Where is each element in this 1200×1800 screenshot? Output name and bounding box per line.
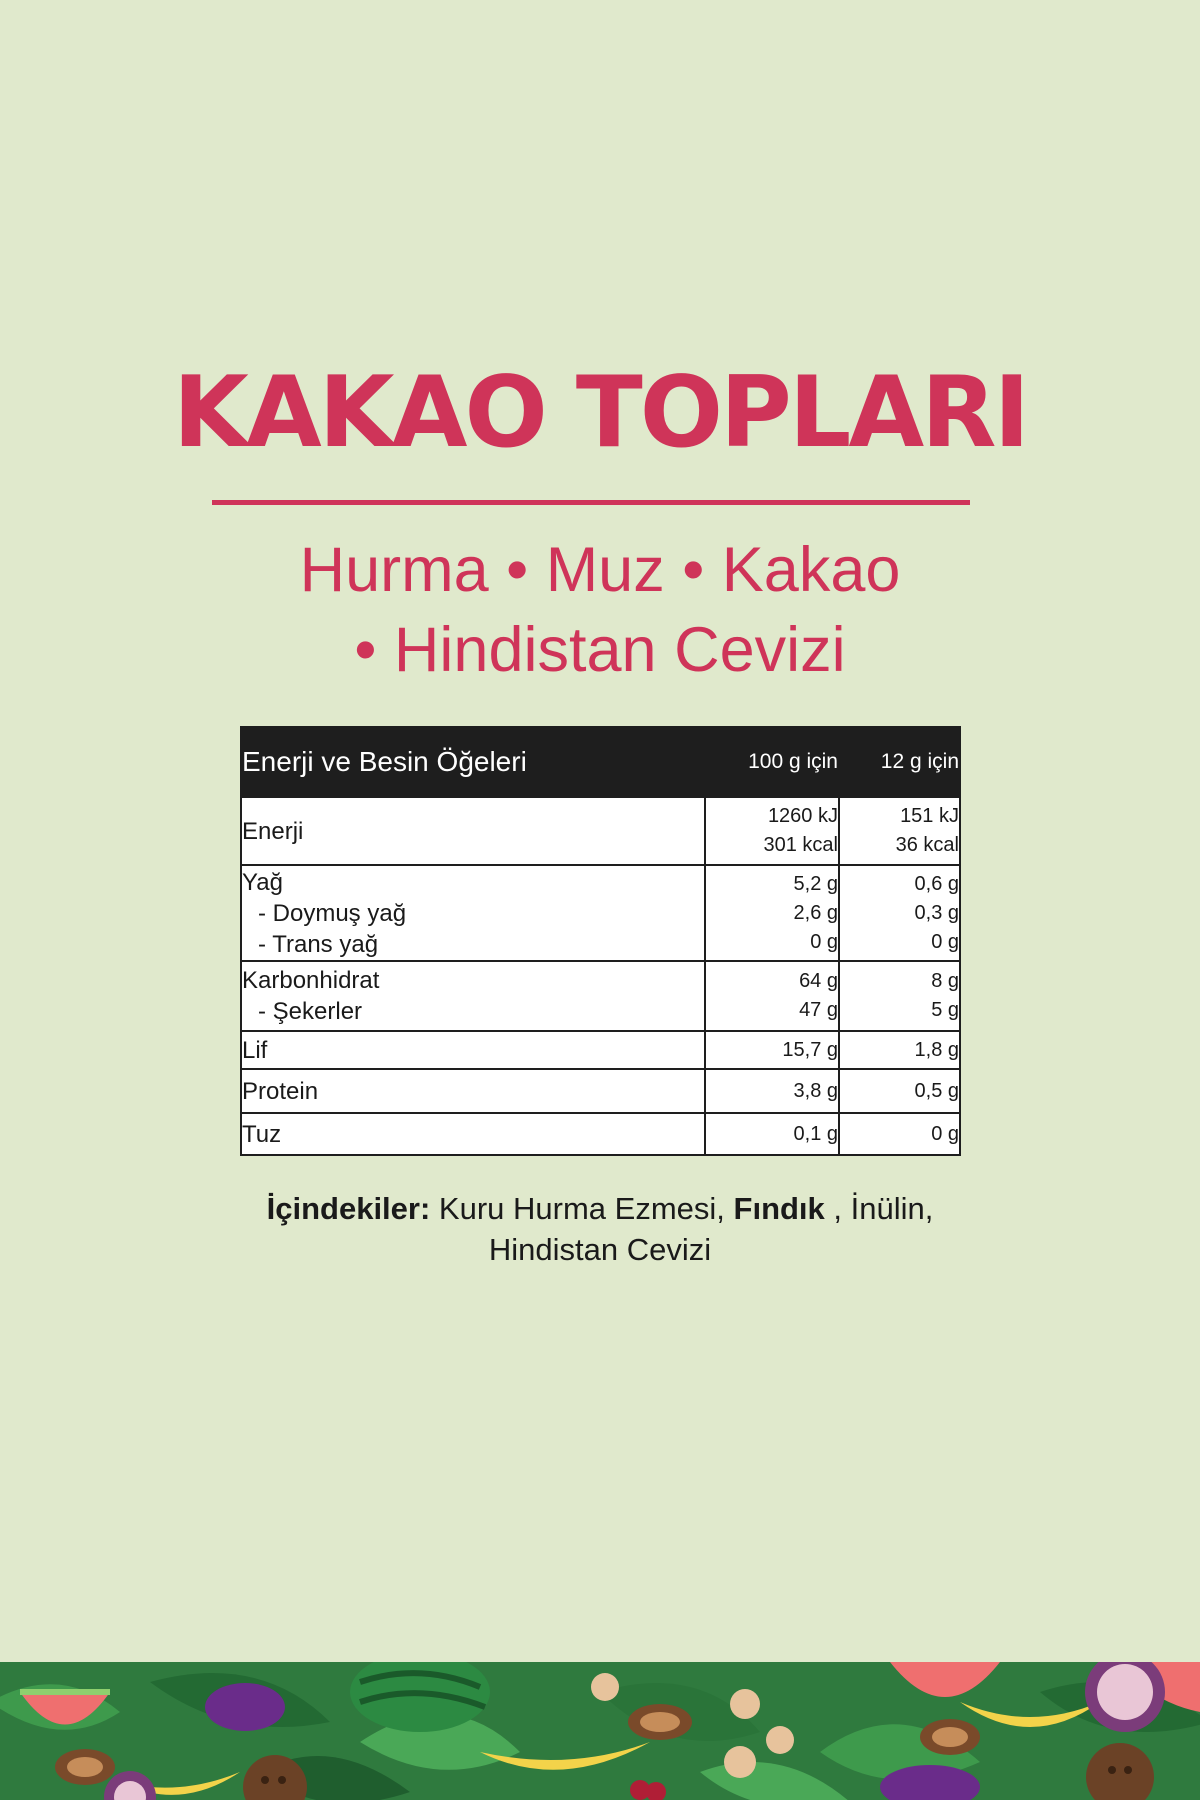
table-row: [241, 1113, 960, 1155]
row-label-trans: - Trans yağ: [258, 930, 379, 958]
fat-per100-value: 5,2 g: [793, 872, 838, 895]
product-title: KAKAO TOPLARI: [172, 356, 1028, 470]
row-label-energy: Enerji: [241, 797, 705, 865]
trans-per100-value: 0 g: [810, 930, 838, 953]
saturated-per100-value: 2,6 g: [793, 901, 838, 924]
sugar-per100-value: 47 g: [799, 999, 838, 1021]
nutrition-header-per100: 100 g için: [705, 727, 839, 797]
trans-per12-value: 0 g: [931, 930, 959, 953]
ingredients-line-2: Hindistan Cevizi: [488, 1232, 712, 1267]
ingredients-allergen: Fındık: [733, 1191, 825, 1226]
fat-per12-value: 0,6 g: [914, 872, 959, 895]
fiber-per12-value: 1,8 g: [839, 1031, 960, 1069]
nutrition-header-per12: 12 g için: [839, 727, 960, 797]
energy-per12-kj: 151 kJ: [900, 805, 959, 827]
energy-per100: [705, 797, 839, 865]
table-row: [241, 1031, 960, 1069]
carb-labels: [241, 961, 705, 1031]
sugar-per12-value: 5 g: [931, 999, 959, 1021]
saturated-per12-value: 0,3 g: [914, 901, 959, 924]
table-row: [241, 797, 960, 865]
salt-per12-value: 0 g: [839, 1113, 960, 1155]
nutrition-header-row: [241, 727, 960, 797]
product-flavors: [0, 530, 1200, 690]
row-label-carb: Karbonhidrat: [242, 967, 380, 994]
table-row: [241, 1069, 960, 1113]
energy-per100-kcal: 301 kcal: [763, 834, 838, 856]
row-label-saturated: - Doymuş yağ: [258, 899, 407, 927]
table-row: [241, 865, 960, 961]
protein-per12-value: 0,5 g: [839, 1069, 960, 1113]
nutrition-header-label: Enerji ve Besin Öğeleri: [241, 727, 705, 797]
title-divider: [212, 500, 970, 505]
table-row: [241, 961, 960, 1031]
ingredients-line-1: [0, 1188, 1200, 1229]
nutrition-table: [240, 726, 961, 1156]
fat-per100: [705, 865, 839, 961]
energy-per12-kcal: 36 kcal: [895, 834, 959, 856]
energy-per12: [839, 797, 960, 865]
flavors-line-1: Hurma • Muz • Kakao: [299, 535, 901, 605]
row-label-fiber: Lif: [241, 1031, 705, 1069]
row-label-protein: Protein: [241, 1069, 705, 1113]
carb-per12-value: 8 g: [931, 970, 959, 992]
fruit-illustration: [0, 1662, 1200, 1800]
flavors-line-2: • Hindistan Cevizi: [354, 615, 846, 685]
fiber-per100-value: 15,7 g: [705, 1031, 839, 1069]
ingredients-label: İçindekiler:: [266, 1191, 431, 1226]
energy-per100-kj: 1260 kJ: [767, 805, 838, 827]
row-label-sugar: - Şekerler: [258, 998, 363, 1025]
fat-per12: [839, 865, 960, 961]
ingredients-part-1: Kuru Hurma Ezmesi,: [430, 1191, 734, 1226]
ingredients-text: [0, 1188, 1200, 1270]
fruit-illustration-band: [0, 1662, 1200, 1800]
fat-labels: [241, 865, 705, 961]
carb-per12: [839, 961, 960, 1031]
salt-per100-value: 0,1 g: [705, 1113, 839, 1155]
carb-per100: [705, 961, 839, 1031]
protein-per100-value: 3,8 g: [705, 1069, 839, 1113]
ingredients-part-2: , İnülin,: [824, 1191, 934, 1226]
carb-per100-value: 64 g: [799, 970, 838, 992]
row-label-salt: Tuz: [241, 1113, 705, 1155]
row-label-fat: Yağ: [242, 868, 283, 896]
